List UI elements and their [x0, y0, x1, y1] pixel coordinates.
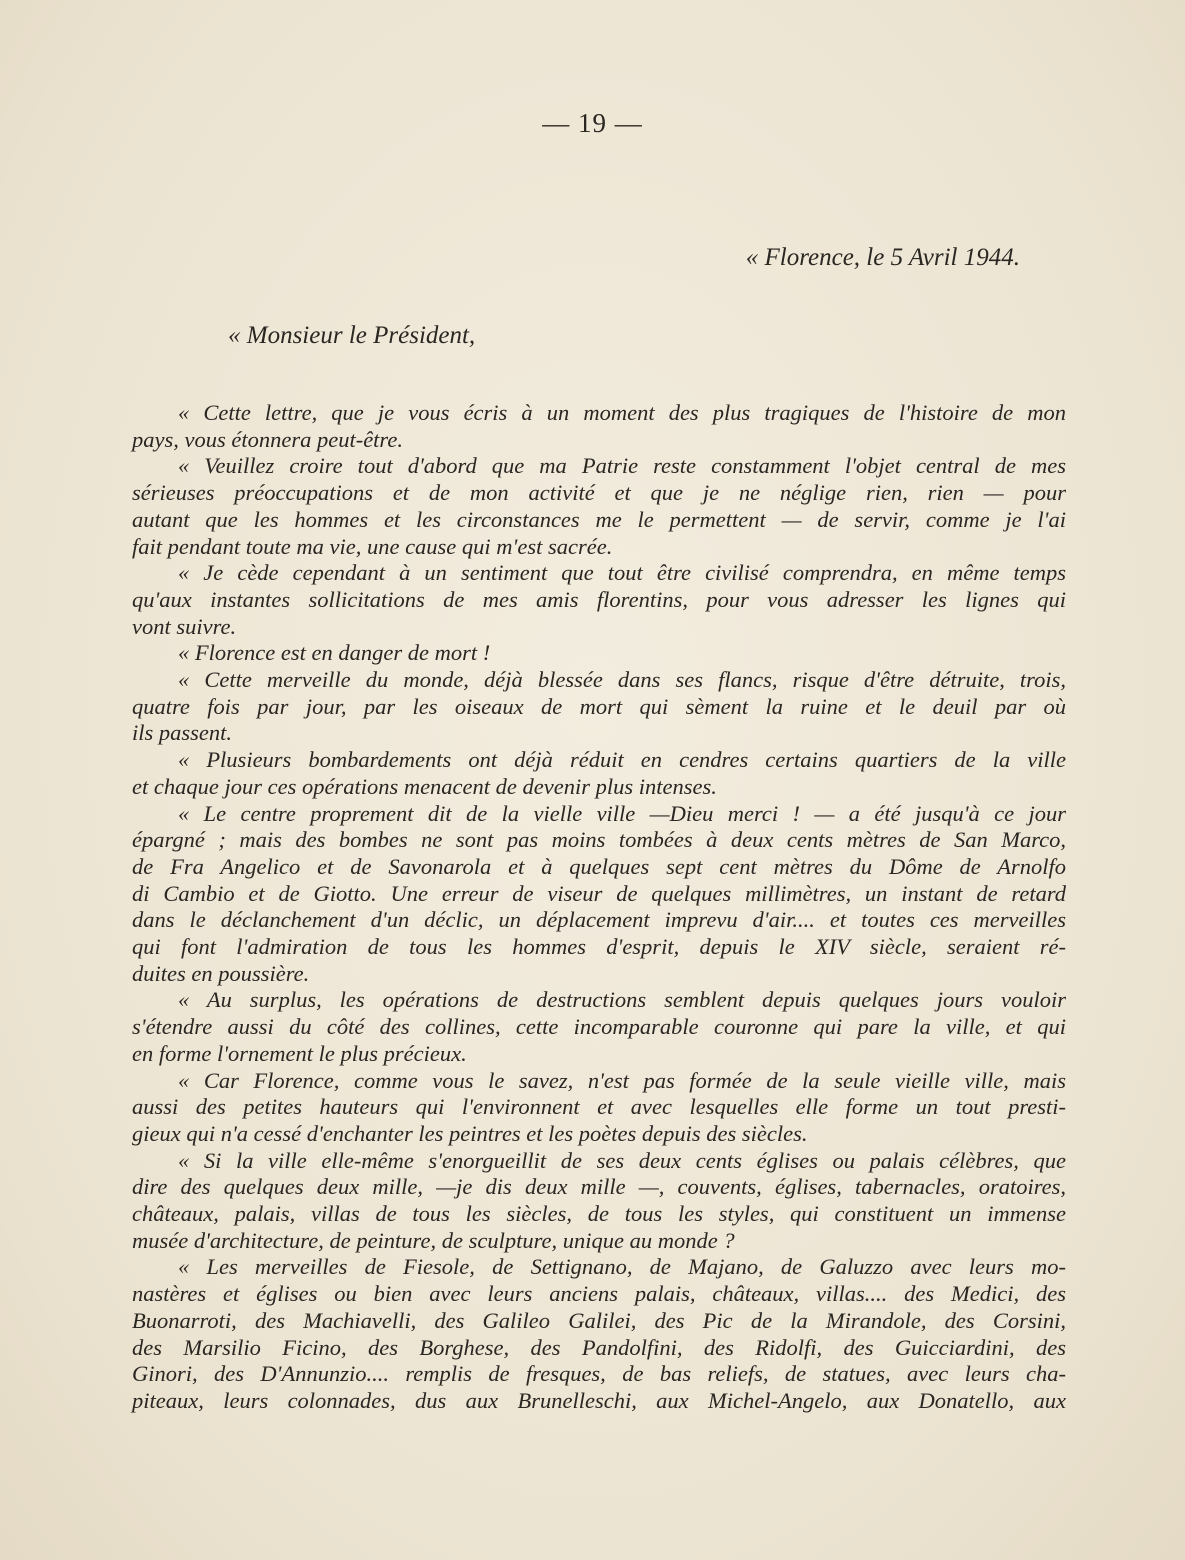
paragraph-line: gieux qui n'a cessé d'enchanter les peintres et les poètes depuis des siècles.: [132, 1120, 808, 1146]
paragraph-line: « Cette lettre, que je vous écris à un moment des plus tragiques de l'histoire de mon: [178, 400, 1066, 425]
paragraph-line: nastères et églises ou bien avec leurs anciens palais, châteaux, villas.... des Medici, des: [132, 1281, 1066, 1307]
letter-salutation: « Monsieur le Président,: [228, 322, 476, 349]
paragraph-line: « Florence est en danger de mort !: [178, 640, 491, 666]
paragraph-line: « Je cède cependant à un sentiment que tout être civilisé comprendra, en même temps: [178, 560, 1066, 586]
paragraph-line: « Car Florence, comme vous le savez, n'est pas formée de la seule vieille ville, mais: [178, 1067, 1066, 1093]
paragraph-line: s'étendre aussi du côté des collines, cette incomparable couronne qui pare la ville, et qui: [132, 1014, 1066, 1040]
paragraph-line: qui font l'admiration de tous les hommes d'esprit, depuis le XIV siècle, seraient ré-: [132, 934, 1066, 959]
paragraph-line: musée d'architecture, de peinture, de sculpture, unique au monde ?: [132, 1227, 735, 1253]
paragraph-line: aussi des petites hauteurs qui l'environnent et avec lesquelles elle forme un tout presti-: [132, 1094, 1066, 1120]
paragraph-line: Ginori, des D'Annunzio.... remplis de fresques, de bas reliefs, de statues, avec leurs cha-: [132, 1361, 1066, 1387]
paragraph-line: qu'aux instantes sollicitations de mes amis florentins, pour vous adresser les lignes qui: [132, 586, 1066, 612]
paragraph-line: Buonarroti, des Machiavelli, des Galileo Galilei, des Pic de la Mirandole, des Corsini,: [132, 1307, 1066, 1333]
paragraph-line: fait pendant toute ma vie, une cause qui m'est sacrée.: [132, 533, 613, 559]
paragraph-line: « Le centre proprement dit de la vielle ville —Dieu merci ! — a été jusqu'à ce jour: [178, 800, 1066, 826]
paragraph-line: dire des quelques deux mille, —je dis deux mille —, couvents, églises, tabernacles, oratoires,: [132, 1174, 1066, 1200]
paragraph-line: dans le déclanchement d'un déclic, un déplacement imprevu d'air.... et toutes ces merveilles: [132, 907, 1066, 933]
paragraph-line: ils passent.: [132, 720, 233, 746]
paragraph-line: « Plusieurs bombardements ont déjà réduit en cendres certains quartiers de la ville: [178, 747, 1066, 773]
paragraph-line: pays, vous étonnera peut-être.: [132, 426, 403, 452]
paragraph-line: di Cambio et de Giotto. Une erreur de viseur de quelques millimètres, un instant de retard: [132, 880, 1066, 906]
paragraph-line: « Les merveilles de Fiesole, de Settignano, de Majano, de Galuzzo avec leurs mo-: [178, 1254, 1066, 1280]
paragraph-line: en forme l'ornement le plus précieux.: [132, 1040, 467, 1066]
paragraph-line: sérieuses préoccupations et de mon activité et que je ne néglige rien, rien — pour: [132, 480, 1066, 506]
paragraph-line: « Au surplus, les opérations de destructions semblent depuis quelques jours vouloir: [178, 987, 1066, 1013]
paragraph-line: vont suivre.: [132, 613, 237, 639]
paragraph-line: et chaque jour ces opérations menacent de devenir plus intenses.: [132, 773, 717, 799]
letter-date: « Florence, le 5 Avril 1944.: [745, 244, 1020, 271]
paragraph-line: piteaux, leurs colonnades, dus aux Brunelleschi, aux Michel-Angelo, aux Donatello, aux: [132, 1387, 1066, 1413]
paragraph-line: autant que les hommes et les circonstances me le permettent — de servir, comme je l'ai: [132, 506, 1066, 532]
paragraph-line: châteaux, palais, villas de tous les siècles, de tous les styles, qui constituent un immense: [132, 1201, 1066, 1226]
paragraph-line: de Fra Angelico et de Savonarola et à quelques sept cent mètres du Dôme de Arnolfo: [132, 853, 1066, 879]
paragraph-line: « Cette merveille du monde, déjà blessée dans ses flancs, risque d'être détruite, trois,: [178, 667, 1066, 692]
paragraph-line: quatre fois par jour, par les oiseaux de mort qui sèment la ruine et le deuil par où: [132, 693, 1066, 719]
paragraph-line: « Veuillez croire tout d'abord que ma Patrie reste constamment l'objet central de mes: [178, 453, 1066, 479]
paragraph-line: « Si la ville elle-même s'enorgueillit de ses deux cents églises ou palais célèbres, que: [178, 1147, 1066, 1173]
paragraph-line: des Marsilio Ficino, des Borghese, des Pandolfini, des Ridolfi, des Guicciardini, des: [132, 1334, 1066, 1360]
paragraph-line: épargné ; mais des bombes ne sont pas moins tombées à deux cents mètres de San Marco,: [132, 827, 1066, 853]
paragraph-line: duites en poussière.: [132, 960, 310, 986]
page-number: — 19 —: [542, 108, 643, 138]
